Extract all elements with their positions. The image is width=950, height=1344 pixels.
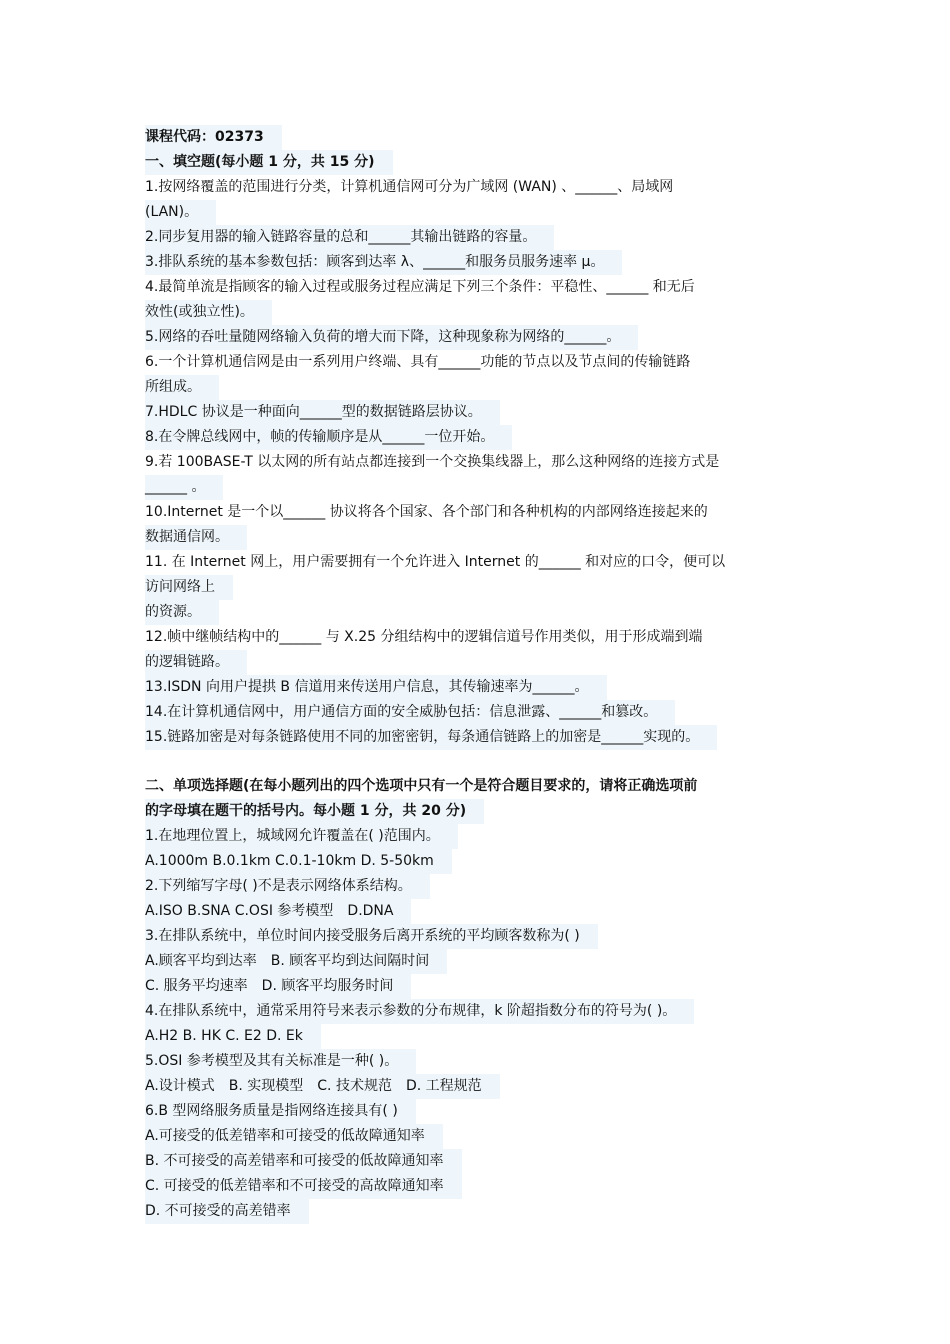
section2-title: 的字母填在题干的括号内。每小题 1 分，共 20 分) (145, 799, 810, 824)
question-line: 的资源。 (145, 600, 810, 625)
question-line: 13.ISDN 向用户提拱 B 信道用来传送用户信息，其传输速率为______。 (145, 675, 810, 700)
question-line: 9.若 100BASE-T 以太网的所有站点都连接到一个交换集线器上，那么这种网络的连接方式是 (145, 454, 720, 470)
question-line: 10.Internet 是一个以______ 协议将各个国家、各个部门和各种机构的内部网络连接起来的 (145, 504, 708, 520)
choice-line: A.设计模式 B. 实现模型 C. 技术规范 D. 工程规范 (145, 1074, 810, 1099)
question-line: 所组成。 (145, 375, 810, 400)
question-line: 的逻辑链路。 (145, 650, 810, 675)
choice-line: A.ISO B.SNA C.OSI 参考模型 D.DNA (145, 899, 810, 924)
section2-title: 二、单项选择题(在每小题列出的四个选项中只有一个是符合题目要求的，请将正确选项前 (145, 778, 698, 794)
choice-line: A.顾客平均到达率 B. 顾客平均到达间隔时间 (145, 949, 810, 974)
choice-line: 2.下列缩写字母( )不是表示网络体系结构。 (145, 874, 810, 899)
question-line: 数据通信网。 (145, 525, 810, 550)
choice-line: 4.在排队系统中，通常采用符号来表示参数的分布规律，k 阶超指数分布的符号为( )。 (145, 999, 810, 1024)
course-code: 课程代码：02373 (145, 125, 810, 150)
question-line: 11. 在 Internet 网上，用户需要拥有一个允许进入 Internet 的______ 和对应的口令，便可以 (145, 554, 726, 570)
question-line: 效性(或独立性)。 (145, 300, 810, 325)
question-line: 7.HDLC 协议是一种面向______型的数据链路层协议。 (145, 400, 810, 425)
choice-line: C. 服务平均速率 D. 顾客平均服务时间 (145, 974, 810, 999)
question-line: 6.一个计算机通信网是由一系列用户终端、具有______功能的节点以及节点间的传输链路 (145, 354, 691, 370)
choice-line: C. 可接受的低差错率和不可接受的高故障通知率 (145, 1174, 810, 1199)
document-page (145, 125, 810, 1224)
question-line: 5.网络的吞吐量随网络输入负荷的增大而下降，这种现象称为网络的______。 (145, 325, 810, 350)
choice-line: 6.B 型网络服务质量是指网络连接具有( ) (145, 1099, 810, 1124)
question-line: 12.帧中继帧结构中的______ 与 X.25 分组结构中的逻辑信道号作用类似，用于形成端到端 (145, 629, 703, 645)
question-line: 访问网络上 (145, 575, 810, 600)
question-line: 4.最简单流是指顾客的输入过程或服务过程应满足下列三个条件：平稳性、______ 和无后 (145, 279, 695, 295)
choice-line: 3.在排队系统中，单位时间内接受服务后离开系统的平均顾客数称为( ) (145, 924, 810, 949)
question-line: 1.按网络覆盖的范围进行分类，计算机通信网可分为广域网 (WAN) 、______、局域网 (145, 179, 674, 195)
section1-title: 一、填空题(每小题 1 分，共 15 分) (145, 150, 810, 175)
question-line: 2.同步复用器的输入链路容量的总和______其输出链路的容量。 (145, 225, 810, 250)
choice-line: D. 不可接受的高差错率 (145, 1199, 810, 1224)
question-line: 15.链路加密是对每条链路使用不同的加密密钥，每条通信链路上的加密是______实现的。 (145, 725, 810, 750)
section-gap (145, 750, 810, 774)
question-line: 8.在令牌总线网中，帧的传输顺序是从______一位开始。 (145, 425, 810, 450)
question-line: 14.在计算机通信网中，用户通信方面的安全威胁包括：信息泄露、______和篡改。 (145, 700, 810, 725)
question-line: ______ 。 (145, 475, 810, 500)
choice-line: 5.OSI 参考模型及其有关标准是一种( )。 (145, 1049, 810, 1074)
question-line: (LAN)。 (145, 200, 810, 225)
choice-line: A.H2 B. HK C. E2 D. Ek (145, 1024, 810, 1049)
question-line: 3.排队系统的基本参数包括：顾客到达率 λ、______和服务员服务速率 μ。 (145, 250, 810, 275)
choice-line: A.1000m B.0.1km C.0.1-10km D. 5-50km (145, 849, 810, 874)
choice-line: B. 不可接受的高差错率和可接受的低故障通知率 (145, 1149, 810, 1174)
choice-line: 1.在地理位置上，城域网允许覆盖在( )范围内。 (145, 824, 810, 849)
choice-line: A.可接受的低差错率和可接受的低故障通知率 (145, 1124, 810, 1149)
